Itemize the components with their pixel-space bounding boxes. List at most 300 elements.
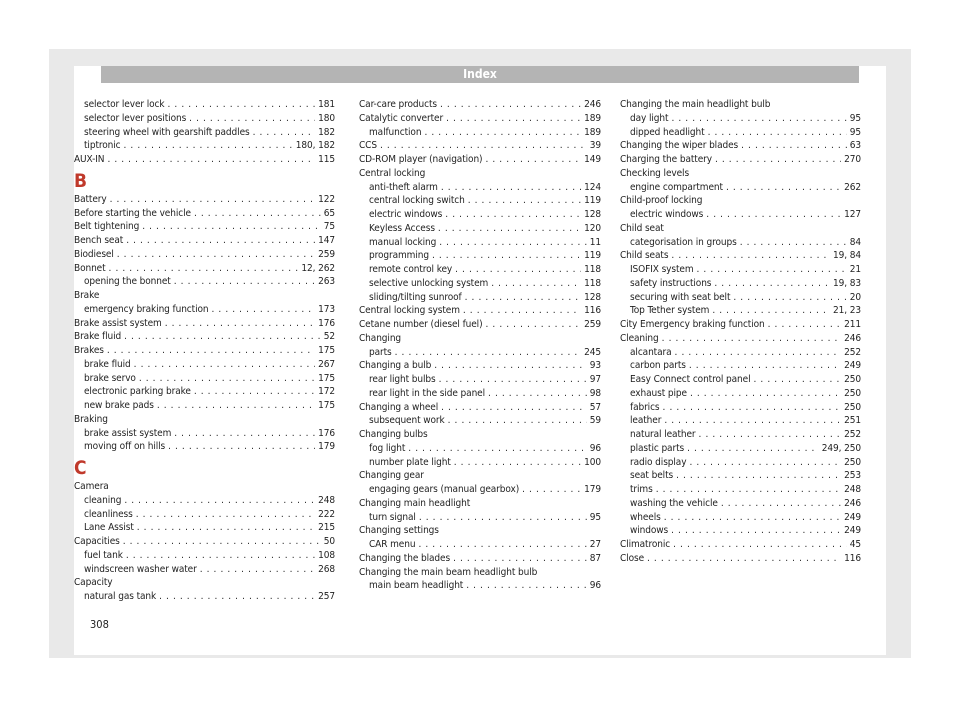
dot-leader	[445, 208, 581, 222]
entry-term: fog light	[369, 442, 406, 454]
dot-leader	[200, 563, 315, 577]
index-subentry	[620, 387, 861, 401]
index-subentry	[620, 208, 861, 222]
entry-page-ref[interactable]: 21	[849, 264, 861, 275]
entry-page-ref[interactable]: 248	[318, 494, 335, 506]
entry-page-ref[interactable]: 122	[318, 193, 335, 205]
index-subentry	[620, 483, 861, 497]
index-subentry	[620, 456, 861, 470]
entry-page-ref[interactable]: 252	[844, 346, 861, 358]
entry-term: Brake assist system	[74, 317, 162, 329]
entry-page-ref[interactable]: 176	[318, 427, 335, 439]
dot-leader	[706, 208, 841, 222]
entry-term: Changing a wheel	[359, 401, 439, 413]
index-entry	[620, 139, 861, 153]
dot-leader	[465, 291, 582, 305]
entry-page-ref[interactable]: 250	[844, 401, 861, 413]
dot-leader	[395, 346, 581, 360]
dot-leader	[107, 344, 315, 358]
entry-page-ref[interactable]: 96	[589, 442, 601, 454]
entry-page-ref[interactable]: 189	[584, 126, 601, 138]
entry-term: Child seats	[620, 250, 669, 262]
dot-leader	[663, 401, 842, 415]
dot-leader	[485, 153, 581, 167]
dot-leader	[726, 181, 841, 195]
entry-term: Cetane number (diesel fuel)	[359, 319, 483, 330]
entry-page-ref[interactable]: 179	[318, 441, 335, 453]
entry-page-ref[interactable]: 173	[318, 303, 335, 315]
entry-term: Top Tether system	[630, 305, 710, 317]
index-subentry	[359, 263, 601, 277]
dot-leader	[697, 263, 847, 277]
entry-page-ref[interactable]: 259	[318, 248, 335, 260]
dot-leader	[488, 387, 587, 401]
index-subentry	[359, 483, 601, 497]
entry-page-ref[interactable]: 120	[584, 222, 601, 234]
entry-page-ref[interactable]: 39	[589, 140, 601, 152]
dot-leader	[212, 303, 316, 317]
entry-page-ref[interactable]: 87	[589, 552, 601, 564]
entry-term: electric windows	[630, 209, 704, 220]
entry-page-ref[interactable]: 215	[318, 522, 335, 534]
entry-term: opening the bonnet	[84, 276, 171, 288]
index-entry	[74, 262, 335, 276]
entry-term: Charging the battery	[620, 154, 712, 165]
dot-leader	[137, 521, 315, 535]
section-letter: B	[74, 169, 88, 192]
entry-page-ref[interactable]: 248	[844, 484, 861, 495]
entry-page-ref[interactable]: 19, 84	[832, 250, 861, 262]
entry-page-ref[interactable]: 222	[318, 508, 335, 520]
entry-page-ref[interactable]: 118	[584, 277, 601, 289]
dot-leader	[708, 126, 847, 140]
entry-term: Child seat	[620, 222, 664, 234]
entry-term: plastic parts	[630, 442, 685, 454]
entry-page-ref[interactable]: 98	[589, 387, 601, 399]
entry-page-ref[interactable]: 116	[584, 305, 601, 317]
dot-leader	[168, 98, 316, 112]
index-entry	[620, 318, 861, 332]
dot-leader	[453, 552, 587, 566]
entry-page-ref[interactable]: 175	[318, 345, 335, 356]
index-subentry	[74, 440, 335, 454]
entry-page-ref[interactable]: 249	[844, 525, 861, 537]
entry-page-ref[interactable]: 189	[584, 112, 601, 124]
dot-leader	[664, 511, 841, 525]
entry-term: Bonnet	[74, 262, 106, 274]
index-entry	[359, 401, 601, 415]
entry-term: carbon parts	[630, 360, 686, 372]
index-entry	[359, 469, 601, 483]
entry-page-ref[interactable]: 96	[589, 580, 601, 592]
dot-leader	[733, 291, 846, 305]
dot-leader	[110, 193, 316, 207]
dot-leader	[174, 275, 315, 289]
entry-page-ref[interactable]: 175	[318, 400, 335, 411]
entry-term: windscreen washer water	[84, 563, 197, 575]
entry-term: emergency braking function	[84, 303, 209, 315]
dot-leader	[714, 277, 830, 291]
entry-term: Capacities	[74, 536, 120, 547]
entry-term: Belt tightening	[74, 221, 140, 233]
index-subentry	[620, 511, 861, 525]
entry-term: rear light bulbs	[369, 374, 436, 385]
dot-leader	[662, 332, 841, 346]
entry-page-ref[interactable]: 268	[318, 563, 335, 575]
entry-term: cleanliness	[84, 508, 133, 520]
entry-page-ref[interactable]: 180, 182	[295, 140, 335, 152]
dot-leader	[124, 139, 293, 153]
index-subentry	[74, 372, 335, 386]
entry-term: categorisation in groups	[630, 236, 737, 248]
entry-page-ref[interactable]: 27	[589, 539, 601, 550]
dot-leader	[117, 248, 315, 262]
entry-page-ref[interactable]: 250	[844, 387, 861, 399]
entry-page-ref[interactable]: 59	[589, 415, 601, 427]
index-entry	[359, 552, 601, 566]
entry-page-ref[interactable]: 249, 250	[821, 442, 861, 454]
index-subentry	[359, 373, 601, 387]
entry-term: Brake fluid	[74, 331, 122, 343]
index-subentry	[74, 563, 335, 577]
entry-page-ref[interactable]: 172	[318, 386, 335, 398]
entry-term: Camera	[74, 481, 109, 492]
entry-page-ref[interactable]: 57	[589, 401, 601, 413]
index-entry	[620, 153, 861, 167]
index-entry	[359, 566, 601, 580]
index-entry	[620, 552, 861, 566]
entry-term: selective unlocking system	[369, 277, 489, 289]
index-subentry	[620, 414, 861, 428]
index-subentry	[359, 414, 601, 428]
dot-leader	[168, 440, 315, 454]
entry-term: cleaning	[84, 494, 122, 506]
entry-page-ref[interactable]: 147	[318, 235, 335, 246]
entry-page-ref[interactable]: 95	[849, 112, 861, 124]
dot-leader	[253, 126, 316, 140]
dot-leader	[418, 538, 586, 552]
entry-page-ref[interactable]: 118	[584, 264, 601, 275]
dot-leader	[432, 249, 581, 263]
index-entry	[74, 220, 335, 234]
entry-term: natural leather	[630, 429, 696, 440]
entry-term: moving off on hills	[84, 441, 166, 453]
index-entry	[74, 248, 335, 262]
index-subentry	[74, 112, 335, 126]
entry-page-ref[interactable]: 52	[323, 331, 335, 343]
index-entry	[359, 332, 601, 346]
index-entry	[74, 576, 335, 590]
index-entry	[359, 359, 601, 373]
dot-leader	[671, 524, 841, 538]
entry-page-ref[interactable]: 75	[323, 221, 335, 233]
index-subentry	[74, 399, 335, 413]
entry-term: seat belts	[630, 470, 674, 482]
entry-term: Keyless Access	[369, 222, 435, 234]
entry-page-ref[interactable]: 176	[318, 317, 335, 329]
entry-page-ref[interactable]: 128	[584, 291, 601, 303]
dot-leader	[124, 330, 321, 344]
entry-page-ref[interactable]: 115	[318, 154, 335, 165]
entry-page-ref[interactable]: 95	[589, 511, 601, 523]
entry-term: sliding/tilting sunroof	[369, 291, 462, 303]
index-entry	[359, 112, 601, 126]
entry-page-ref[interactable]: 252	[844, 429, 861, 440]
dot-leader	[194, 207, 321, 221]
entry-page-ref[interactable]: 179	[584, 484, 601, 495]
entry-page-ref[interactable]: 180	[318, 112, 335, 124]
entry-term: selector lever positions	[84, 112, 187, 124]
dot-leader	[455, 263, 581, 277]
entry-page-ref[interactable]: 267	[318, 358, 335, 370]
entry-term: Lane Assist	[84, 522, 134, 534]
index-subentry	[74, 275, 335, 289]
entry-term: malfunction	[369, 126, 422, 138]
entry-term: natural gas tank	[84, 591, 157, 602]
entry-page-ref[interactable]: 249	[844, 360, 861, 372]
index-entry	[74, 480, 335, 494]
index-entry	[359, 167, 601, 181]
index-entry	[74, 207, 335, 221]
entry-page-ref[interactable]: 251	[844, 415, 861, 427]
index-subentry	[620, 524, 861, 538]
index-subentry	[74, 98, 335, 112]
entry-term: subsequent work	[369, 415, 445, 427]
entry-term: radio display	[630, 456, 687, 468]
dot-leader	[123, 535, 321, 549]
entry-page-ref[interactable]: 95	[849, 126, 861, 138]
dot-leader	[448, 414, 587, 428]
entry-page-ref[interactable]: 263	[318, 276, 335, 288]
entry-page-ref[interactable]: 246	[584, 99, 601, 110]
index-entry	[74, 193, 335, 207]
index-entry	[620, 249, 861, 263]
entry-term: Changing bulbs	[359, 429, 428, 440]
entry-term: Changing	[359, 332, 402, 344]
index-entry	[74, 317, 335, 331]
entry-term: AUX-IN	[74, 154, 105, 165]
index-entry	[620, 194, 861, 208]
entry-page-ref[interactable]: 149	[584, 154, 601, 165]
entry-term: brake assist system	[84, 427, 172, 439]
dot-leader	[194, 385, 315, 399]
dot-leader	[126, 234, 315, 248]
entry-page-ref[interactable]: 84	[849, 236, 861, 248]
index-subentry	[620, 181, 861, 195]
entry-term: Changing gear	[359, 470, 424, 482]
dot-leader	[689, 359, 841, 373]
index-entry	[620, 167, 861, 181]
entry-page-ref[interactable]: 211	[844, 319, 861, 330]
entry-page-ref[interactable]: 50	[323, 536, 335, 547]
dot-leader	[721, 497, 841, 511]
index-subentry	[620, 469, 861, 483]
index-subentry	[620, 277, 861, 291]
index-subentry	[359, 291, 601, 305]
entry-page-ref[interactable]: 128	[584, 209, 601, 220]
dot-leader	[671, 112, 846, 126]
entry-page-ref[interactable]: 93	[589, 360, 601, 372]
index-entry	[359, 139, 601, 153]
entry-term: anti-theft alarm	[369, 181, 438, 193]
entry-page-ref[interactable]: 270	[844, 154, 861, 165]
entry-page-ref[interactable]: 245	[584, 346, 601, 358]
entry-term: Changing the main beam headlight bulb	[359, 566, 538, 578]
entry-page-ref[interactable]: 21, 23	[832, 305, 861, 317]
entry-page-ref[interactable]: 175	[318, 372, 335, 384]
index-column-1	[74, 98, 335, 604]
entry-term: safety instructions	[630, 277, 712, 289]
dot-leader	[440, 98, 581, 112]
entry-term: Changing a bulb	[359, 360, 432, 372]
index-entry	[74, 289, 335, 303]
entry-term: wheels	[630, 511, 661, 523]
dot-leader	[174, 427, 315, 441]
entry-term: alcantara	[630, 346, 672, 358]
dot-leader	[439, 236, 587, 250]
index-subentry	[359, 277, 601, 291]
dot-leader	[712, 304, 830, 318]
entry-page-ref[interactable]: 45	[849, 539, 861, 550]
index-column-2	[359, 98, 601, 593]
entry-term: Braking	[74, 413, 108, 425]
index-subentry	[74, 358, 335, 372]
entry-page-ref[interactable]: 19, 83	[832, 277, 861, 289]
index-subentry	[359, 236, 601, 250]
index-entry	[359, 98, 601, 112]
page-number: 308	[90, 618, 109, 631]
dot-leader	[690, 387, 841, 401]
entry-term: Changing the main headlight bulb	[620, 99, 771, 110]
entry-term: Child-proof locking	[620, 195, 703, 207]
entry-term: ISOFIX system	[630, 264, 694, 275]
entry-term: electronic parking brake	[84, 386, 191, 398]
dot-leader	[109, 262, 299, 276]
entry-page-ref[interactable]: 246	[844, 332, 861, 344]
entry-page-ref[interactable]: 97	[589, 374, 601, 385]
index-subentry	[620, 263, 861, 277]
entry-term: fabrics	[630, 401, 660, 413]
entry-page-ref[interactable]: 124	[584, 181, 601, 193]
dot-leader	[424, 126, 581, 140]
entry-page-ref[interactable]: 182	[318, 126, 335, 138]
entry-term: CCS	[359, 140, 377, 152]
entry-page-ref[interactable]: 65	[323, 207, 335, 219]
entry-page-ref[interactable]: 259	[584, 319, 601, 330]
index-subentry	[359, 208, 601, 222]
entry-term: securing with seat belt	[630, 291, 731, 303]
index-entry	[359, 497, 601, 511]
entry-term: turn signal	[369, 511, 416, 523]
dot-leader	[647, 552, 841, 566]
entry-term: parts	[369, 346, 392, 358]
dot-leader	[438, 222, 581, 236]
dot-leader	[134, 358, 315, 372]
entry-page-ref[interactable]: 63	[849, 140, 861, 152]
entry-page-ref[interactable]: 12, 262	[301, 262, 335, 274]
index-subentry	[359, 387, 601, 401]
entry-page-ref[interactable]: 250	[844, 374, 861, 385]
entry-page-ref[interactable]: 116	[844, 552, 861, 564]
dot-leader	[715, 153, 841, 167]
page-header: Index	[101, 66, 859, 83]
index-entry	[74, 153, 335, 167]
dot-leader	[754, 373, 842, 387]
entry-page-ref[interactable]: 11	[589, 236, 601, 248]
dot-leader	[687, 442, 819, 456]
dot-leader	[671, 249, 830, 263]
index-entry	[74, 344, 335, 358]
entry-term: Car-care products	[359, 99, 437, 110]
entry-page-ref[interactable]: 181	[318, 99, 335, 110]
dot-leader	[380, 139, 587, 153]
entry-page-ref[interactable]: 246	[844, 497, 861, 509]
dot-leader	[468, 194, 581, 208]
entry-term: windows	[630, 525, 669, 537]
entry-page-ref[interactable]: 119	[584, 195, 601, 207]
entry-term: day light	[630, 112, 669, 124]
dot-leader	[486, 318, 582, 332]
dot-leader	[446, 112, 581, 126]
entry-page-ref[interactable]: 20	[849, 291, 861, 303]
entry-term: selector lever lock	[84, 99, 165, 110]
entry-term: Changing the wiper blades	[620, 140, 739, 152]
index-subentry	[359, 579, 601, 593]
index-subentry	[359, 181, 601, 195]
index-column-3	[620, 98, 861, 566]
entry-term: steering wheel with gearshift paddles	[84, 126, 250, 138]
index-entry	[74, 330, 335, 344]
entry-term: Biodiesel	[74, 248, 114, 260]
index-subentry	[359, 346, 601, 360]
entry-page-ref[interactable]: 108	[318, 549, 335, 561]
entry-term: exhaust pipe	[630, 387, 687, 399]
entry-term: CAR menu	[369, 539, 416, 550]
dot-leader	[664, 414, 841, 428]
dot-leader	[689, 456, 841, 470]
entry-term: Cleaning	[620, 332, 659, 344]
entry-page-ref[interactable]: 249	[844, 511, 861, 523]
index-subentry	[620, 112, 861, 126]
entry-term: Bench seat	[74, 235, 124, 246]
section-letter: C	[74, 457, 87, 479]
index-subentry	[74, 126, 335, 140]
entry-term: City Emergency braking function	[620, 319, 765, 330]
entry-page-ref[interactable]: 119	[584, 250, 601, 262]
dot-leader	[676, 469, 841, 483]
entry-page-ref[interactable]: 253	[844, 470, 861, 482]
dot-leader	[454, 456, 581, 470]
entry-page-ref[interactable]: 127	[844, 209, 861, 220]
entry-term: Battery	[74, 193, 107, 205]
dot-leader	[408, 442, 586, 456]
entry-term: Close	[620, 552, 645, 564]
entry-term: number plate light	[369, 456, 451, 468]
index-subentry	[74, 508, 335, 522]
entry-term: Changing settings	[359, 525, 439, 537]
dot-leader	[699, 428, 842, 442]
entry-page-ref[interactable]: 250	[844, 456, 861, 468]
index-subentry	[359, 249, 601, 263]
entry-term: Changing main headlight	[359, 497, 471, 509]
dot-leader	[656, 483, 841, 497]
dot-leader	[165, 317, 315, 331]
entry-page-ref[interactable]: 100	[584, 456, 601, 468]
entry-page-ref[interactable]: 257	[318, 591, 335, 602]
entry-page-ref[interactable]: 262	[844, 181, 861, 193]
dot-leader	[439, 373, 587, 387]
index-subentry	[620, 497, 861, 511]
